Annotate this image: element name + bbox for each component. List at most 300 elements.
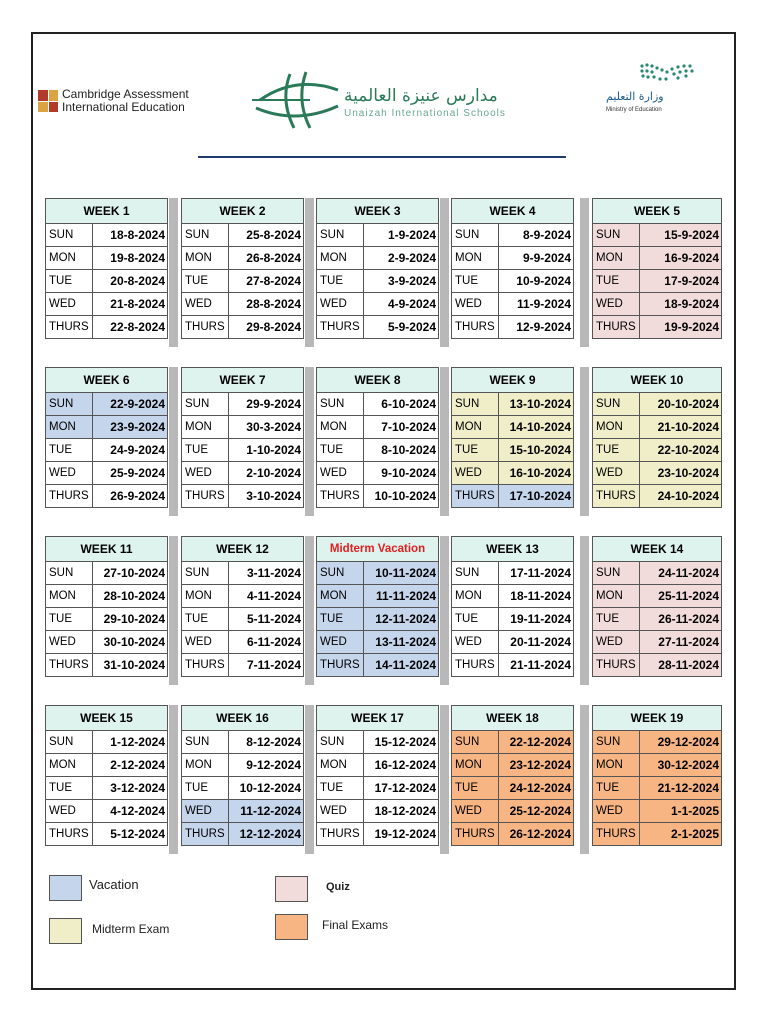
day-row (182, 631, 304, 654)
day-name: MON (46, 585, 93, 608)
week-table (451, 705, 574, 846)
day-row (46, 754, 168, 777)
day-date: 17-11-2024 (498, 562, 573, 585)
day-date: 12-11-2024 (363, 608, 438, 631)
day-date: 15-10-2024 (498, 439, 573, 462)
day-name: TUE (593, 608, 640, 631)
day-date: 25-11-2024 (639, 585, 721, 608)
day-date: 21-12-2024 (639, 777, 721, 800)
day-date: 17-10-2024 (498, 485, 573, 508)
day-row (452, 439, 574, 462)
day-name: TUE (317, 608, 364, 631)
day-name: WED (317, 631, 364, 654)
day-row (317, 270, 439, 293)
day-row (317, 754, 439, 777)
day-name: TUE (46, 777, 93, 800)
day-date: 28-10-2024 (92, 585, 167, 608)
day-row (317, 608, 439, 631)
day-row (317, 462, 439, 485)
day-date: 2-10-2024 (228, 462, 303, 485)
day-name: WED (46, 800, 93, 823)
day-row (452, 416, 574, 439)
day-row (182, 439, 304, 462)
day-row (182, 562, 304, 585)
day-row (452, 777, 574, 800)
day-name: THURS (452, 823, 499, 846)
day-name: SUN (182, 224, 229, 247)
day-date: 27-11-2024 (639, 631, 721, 654)
day-row (317, 654, 439, 677)
week-table (181, 367, 304, 508)
day-row (317, 485, 439, 508)
day-date: 2-1-2025 (639, 823, 721, 846)
day-row (593, 439, 722, 462)
day-row (593, 270, 722, 293)
day-name: MON (593, 416, 640, 439)
week-title: WEEK 9 (452, 368, 574, 393)
day-date: 9-9-2024 (498, 247, 573, 270)
day-date: 13-11-2024 (363, 631, 438, 654)
day-row (46, 270, 168, 293)
ministry-logo (604, 60, 704, 120)
day-name: TUE (317, 439, 364, 462)
week-table (316, 536, 439, 677)
day-row (593, 608, 722, 631)
day-name: SUN (317, 393, 364, 416)
legend-vacation-swatch (49, 875, 82, 901)
day-name: TUE (593, 439, 640, 462)
day-date: 2-9-2024 (363, 247, 438, 270)
day-name: TUE (593, 777, 640, 800)
cambridge-line1: Cambridge Assessment (62, 87, 189, 101)
day-name: WED (593, 293, 640, 316)
day-name: SUN (182, 731, 229, 754)
week-table (45, 367, 168, 508)
week-table (316, 705, 439, 846)
day-row (182, 800, 304, 823)
day-name: THURS (452, 485, 499, 508)
day-row (317, 293, 439, 316)
day-date: 6-11-2024 (228, 631, 303, 654)
day-date: 14-10-2024 (498, 416, 573, 439)
legend-final-label: Final Exams (322, 918, 389, 932)
day-row (182, 416, 304, 439)
ministry-dots-icon (634, 60, 704, 88)
week-title: WEEK 15 (46, 706, 168, 731)
day-date: 14-11-2024 (363, 654, 438, 677)
day-date: 6-10-2024 (363, 393, 438, 416)
day-name: THURS (182, 823, 229, 846)
day-row (593, 731, 722, 754)
week-title: WEEK 18 (452, 706, 574, 731)
day-date: 19-11-2024 (498, 608, 573, 631)
day-name: TUE (182, 777, 229, 800)
week-title: WEEK 2 (182, 199, 304, 224)
column-separator (305, 705, 314, 854)
day-name: WED (593, 462, 640, 485)
day-row (593, 562, 722, 585)
day-date: 31-10-2024 (92, 654, 167, 677)
day-name: TUE (593, 270, 640, 293)
day-date: 17-12-2024 (363, 777, 438, 800)
day-row (46, 416, 168, 439)
day-name: TUE (452, 270, 499, 293)
day-row (317, 631, 439, 654)
day-date: 8-12-2024 (228, 731, 303, 754)
column-separator (580, 705, 589, 854)
day-name: MON (182, 585, 229, 608)
day-name: THURS (593, 823, 640, 846)
day-name: THURS (317, 485, 364, 508)
school-emblem-icon (250, 70, 342, 130)
day-date: 11-9-2024 (498, 293, 573, 316)
day-date: 24-11-2024 (639, 562, 721, 585)
day-name: WED (317, 293, 364, 316)
day-name: THURS (317, 654, 364, 677)
week-title: WEEK 16 (182, 706, 304, 731)
day-date: 29-12-2024 (639, 731, 721, 754)
day-row (593, 393, 722, 416)
day-name: MON (452, 247, 499, 270)
day-date: 18-11-2024 (498, 585, 573, 608)
day-date: 18-12-2024 (363, 800, 438, 823)
week-table (451, 536, 574, 677)
day-row (46, 439, 168, 462)
day-date: 29-9-2024 (228, 393, 303, 416)
day-date: 1-1-2025 (639, 800, 721, 823)
week-table (45, 536, 168, 677)
day-name: THURS (317, 823, 364, 846)
week-title: WEEK 11 (46, 537, 168, 562)
day-name: WED (452, 462, 499, 485)
day-name: TUE (46, 439, 93, 462)
day-date: 5-9-2024 (363, 316, 438, 339)
day-name: SUN (452, 731, 499, 754)
column-separator (169, 367, 178, 516)
day-name: TUE (182, 270, 229, 293)
day-name: WED (46, 462, 93, 485)
day-date: 1-9-2024 (363, 224, 438, 247)
column-separator (580, 367, 589, 516)
day-row (46, 654, 168, 677)
week-table (592, 536, 722, 677)
column-separator (440, 367, 449, 516)
day-name: THURS (593, 654, 640, 677)
school-name-en: Unaizah International Schools (344, 108, 506, 119)
day-name: TUE (182, 439, 229, 462)
day-row (46, 293, 168, 316)
day-name: TUE (46, 608, 93, 631)
day-row (182, 777, 304, 800)
day-name: SUN (317, 224, 364, 247)
day-name: MON (452, 585, 499, 608)
day-row (317, 316, 439, 339)
day-date: 21-10-2024 (639, 416, 721, 439)
week-table (451, 367, 574, 508)
day-date: 26-11-2024 (639, 608, 721, 631)
day-row (452, 316, 574, 339)
day-row (593, 823, 722, 846)
day-date: 22-12-2024 (498, 731, 573, 754)
day-name: THURS (46, 485, 93, 508)
column-separator (305, 536, 314, 685)
day-row (46, 562, 168, 585)
day-date: 27-10-2024 (92, 562, 167, 585)
day-name: SUN (452, 393, 499, 416)
day-row (46, 731, 168, 754)
day-row (452, 800, 574, 823)
day-row (593, 485, 722, 508)
day-date: 20-10-2024 (639, 393, 721, 416)
day-date: 29-10-2024 (92, 608, 167, 631)
day-name: THURS (182, 485, 229, 508)
day-date: 15-12-2024 (363, 731, 438, 754)
week-title: WEEK 6 (46, 368, 168, 393)
day-name: TUE (452, 608, 499, 631)
legend-quiz-swatch (275, 876, 308, 902)
day-name: MON (317, 247, 364, 270)
day-name: SUN (182, 393, 229, 416)
day-name: WED (46, 293, 93, 316)
day-name: THURS (317, 316, 364, 339)
day-row (182, 654, 304, 677)
day-date: 25-9-2024 (92, 462, 167, 485)
day-date: 12-9-2024 (498, 316, 573, 339)
legend-midterm-label: Midterm Exam (92, 922, 170, 936)
week-title: WEEK 12 (182, 537, 304, 562)
day-name: TUE (452, 439, 499, 462)
day-date: 16-9-2024 (639, 247, 721, 270)
day-row (452, 562, 574, 585)
day-name: THURS (452, 654, 499, 677)
day-date: 30-10-2024 (92, 631, 167, 654)
day-name: THURS (182, 316, 229, 339)
day-name: THURS (46, 823, 93, 846)
day-name: SUN (317, 562, 364, 585)
day-date: 8-10-2024 (363, 439, 438, 462)
day-row (593, 293, 722, 316)
day-name: TUE (452, 777, 499, 800)
day-row (46, 224, 168, 247)
day-date: 20-8-2024 (92, 270, 167, 293)
day-date: 16-10-2024 (498, 462, 573, 485)
day-name: WED (317, 462, 364, 485)
day-date: 30-12-2024 (639, 754, 721, 777)
day-row (46, 393, 168, 416)
day-name: MON (593, 585, 640, 608)
day-name: MON (182, 754, 229, 777)
day-date: 23-10-2024 (639, 462, 721, 485)
column-separator (440, 198, 449, 347)
day-name: TUE (317, 270, 364, 293)
day-row (593, 800, 722, 823)
day-name: THURS (46, 316, 93, 339)
day-name: WED (317, 800, 364, 823)
day-date: 21-8-2024 (92, 293, 167, 316)
day-row (317, 823, 439, 846)
day-date: 3-10-2024 (228, 485, 303, 508)
title-underline (198, 156, 566, 158)
day-date: 4-9-2024 (363, 293, 438, 316)
column-separator (169, 705, 178, 854)
day-date: 2-12-2024 (92, 754, 167, 777)
day-row (452, 823, 574, 846)
day-row (452, 247, 574, 270)
day-row (317, 731, 439, 754)
day-name: TUE (182, 608, 229, 631)
day-name: SUN (452, 562, 499, 585)
legend-midterm-swatch (49, 918, 82, 944)
day-name: WED (452, 293, 499, 316)
week-table (181, 705, 304, 846)
week-table (316, 367, 439, 508)
day-row (317, 562, 439, 585)
day-row (452, 485, 574, 508)
day-row (452, 731, 574, 754)
day-date: 12-12-2024 (228, 823, 303, 846)
day-row (46, 823, 168, 846)
day-row (317, 393, 439, 416)
legend-final-swatch (275, 914, 308, 940)
day-date: 20-11-2024 (498, 631, 573, 654)
day-date: 21-11-2024 (498, 654, 573, 677)
legend-vacation-label: Vacation (89, 877, 139, 892)
day-date: 9-12-2024 (228, 754, 303, 777)
day-name: SUN (46, 562, 93, 585)
day-name: WED (46, 631, 93, 654)
week-title: WEEK 19 (593, 706, 722, 731)
day-name: WED (182, 462, 229, 485)
day-name: WED (452, 631, 499, 654)
cambridge-line2: International Education (62, 100, 185, 114)
day-date: 9-10-2024 (363, 462, 438, 485)
week-title: Midterm Vacation (317, 537, 439, 562)
day-name: TUE (317, 777, 364, 800)
day-row (452, 608, 574, 631)
page-frame (31, 32, 736, 990)
day-row (46, 316, 168, 339)
day-row (317, 585, 439, 608)
day-name: THURS (593, 485, 640, 508)
day-row (452, 585, 574, 608)
day-name: MON (46, 247, 93, 270)
day-date: 22-10-2024 (639, 439, 721, 462)
day-row (593, 462, 722, 485)
day-date: 1-10-2024 (228, 439, 303, 462)
day-row (182, 293, 304, 316)
day-date: 22-9-2024 (92, 393, 167, 416)
day-row (46, 485, 168, 508)
day-row (182, 485, 304, 508)
day-date: 29-8-2024 (228, 316, 303, 339)
day-name: MON (317, 754, 364, 777)
day-date: 10-9-2024 (498, 270, 573, 293)
week-title: WEEK 13 (452, 537, 574, 562)
day-row (452, 654, 574, 677)
week-title: WEEK 10 (593, 368, 722, 393)
column-separator (305, 198, 314, 347)
day-date: 7-10-2024 (363, 416, 438, 439)
day-name: WED (593, 631, 640, 654)
week-title: WEEK 14 (593, 537, 722, 562)
day-date: 24-10-2024 (639, 485, 721, 508)
day-row (182, 316, 304, 339)
day-name: THURS (593, 316, 640, 339)
day-name: MON (317, 585, 364, 608)
day-date: 3-11-2024 (228, 562, 303, 585)
day-row (452, 293, 574, 316)
day-date: 26-12-2024 (498, 823, 573, 846)
day-date: 15-9-2024 (639, 224, 721, 247)
day-name: SUN (46, 393, 93, 416)
day-row (593, 585, 722, 608)
day-row (182, 462, 304, 485)
week-table (592, 198, 722, 339)
day-row (452, 631, 574, 654)
column-separator (580, 198, 589, 347)
school-logo (250, 66, 550, 136)
day-name: MON (182, 247, 229, 270)
day-row (593, 316, 722, 339)
day-row (317, 224, 439, 247)
column-separator (169, 536, 178, 685)
week-title: WEEK 17 (317, 706, 439, 731)
day-name: WED (182, 631, 229, 654)
day-name: MON (593, 754, 640, 777)
day-name: THURS (182, 654, 229, 677)
week-title: WEEK 7 (182, 368, 304, 393)
day-date: 19-8-2024 (92, 247, 167, 270)
day-name: MON (182, 416, 229, 439)
week-title: WEEK 5 (593, 199, 722, 224)
day-date: 25-12-2024 (498, 800, 573, 823)
day-name: SUN (452, 224, 499, 247)
day-name: TUE (46, 270, 93, 293)
day-date: 23-12-2024 (498, 754, 573, 777)
day-row (182, 224, 304, 247)
day-date: 13-10-2024 (498, 393, 573, 416)
day-row (593, 754, 722, 777)
day-name: SUN (593, 224, 640, 247)
day-date: 26-9-2024 (92, 485, 167, 508)
week-title: WEEK 8 (317, 368, 439, 393)
day-date: 27-8-2024 (228, 270, 303, 293)
day-date: 11-11-2024 (363, 585, 438, 608)
day-name: SUN (46, 731, 93, 754)
day-name: THURS (452, 316, 499, 339)
day-date: 19-12-2024 (363, 823, 438, 846)
week-table (316, 198, 439, 339)
day-row (46, 585, 168, 608)
day-row (182, 608, 304, 631)
day-date: 18-8-2024 (92, 224, 167, 247)
day-name: WED (182, 293, 229, 316)
day-date: 24-9-2024 (92, 439, 167, 462)
school-name-ar: مدارس عنيزة العالمية (344, 86, 498, 106)
day-date: 8-9-2024 (498, 224, 573, 247)
day-date: 3-9-2024 (363, 270, 438, 293)
day-row (182, 585, 304, 608)
ministry-name-ar: وزارة التعليم (606, 90, 664, 103)
day-date: 28-11-2024 (639, 654, 721, 677)
day-row (46, 631, 168, 654)
day-date: 1-12-2024 (92, 731, 167, 754)
day-name: MON (317, 416, 364, 439)
column-separator (440, 536, 449, 685)
column-separator (305, 367, 314, 516)
day-row (46, 247, 168, 270)
day-row (182, 731, 304, 754)
